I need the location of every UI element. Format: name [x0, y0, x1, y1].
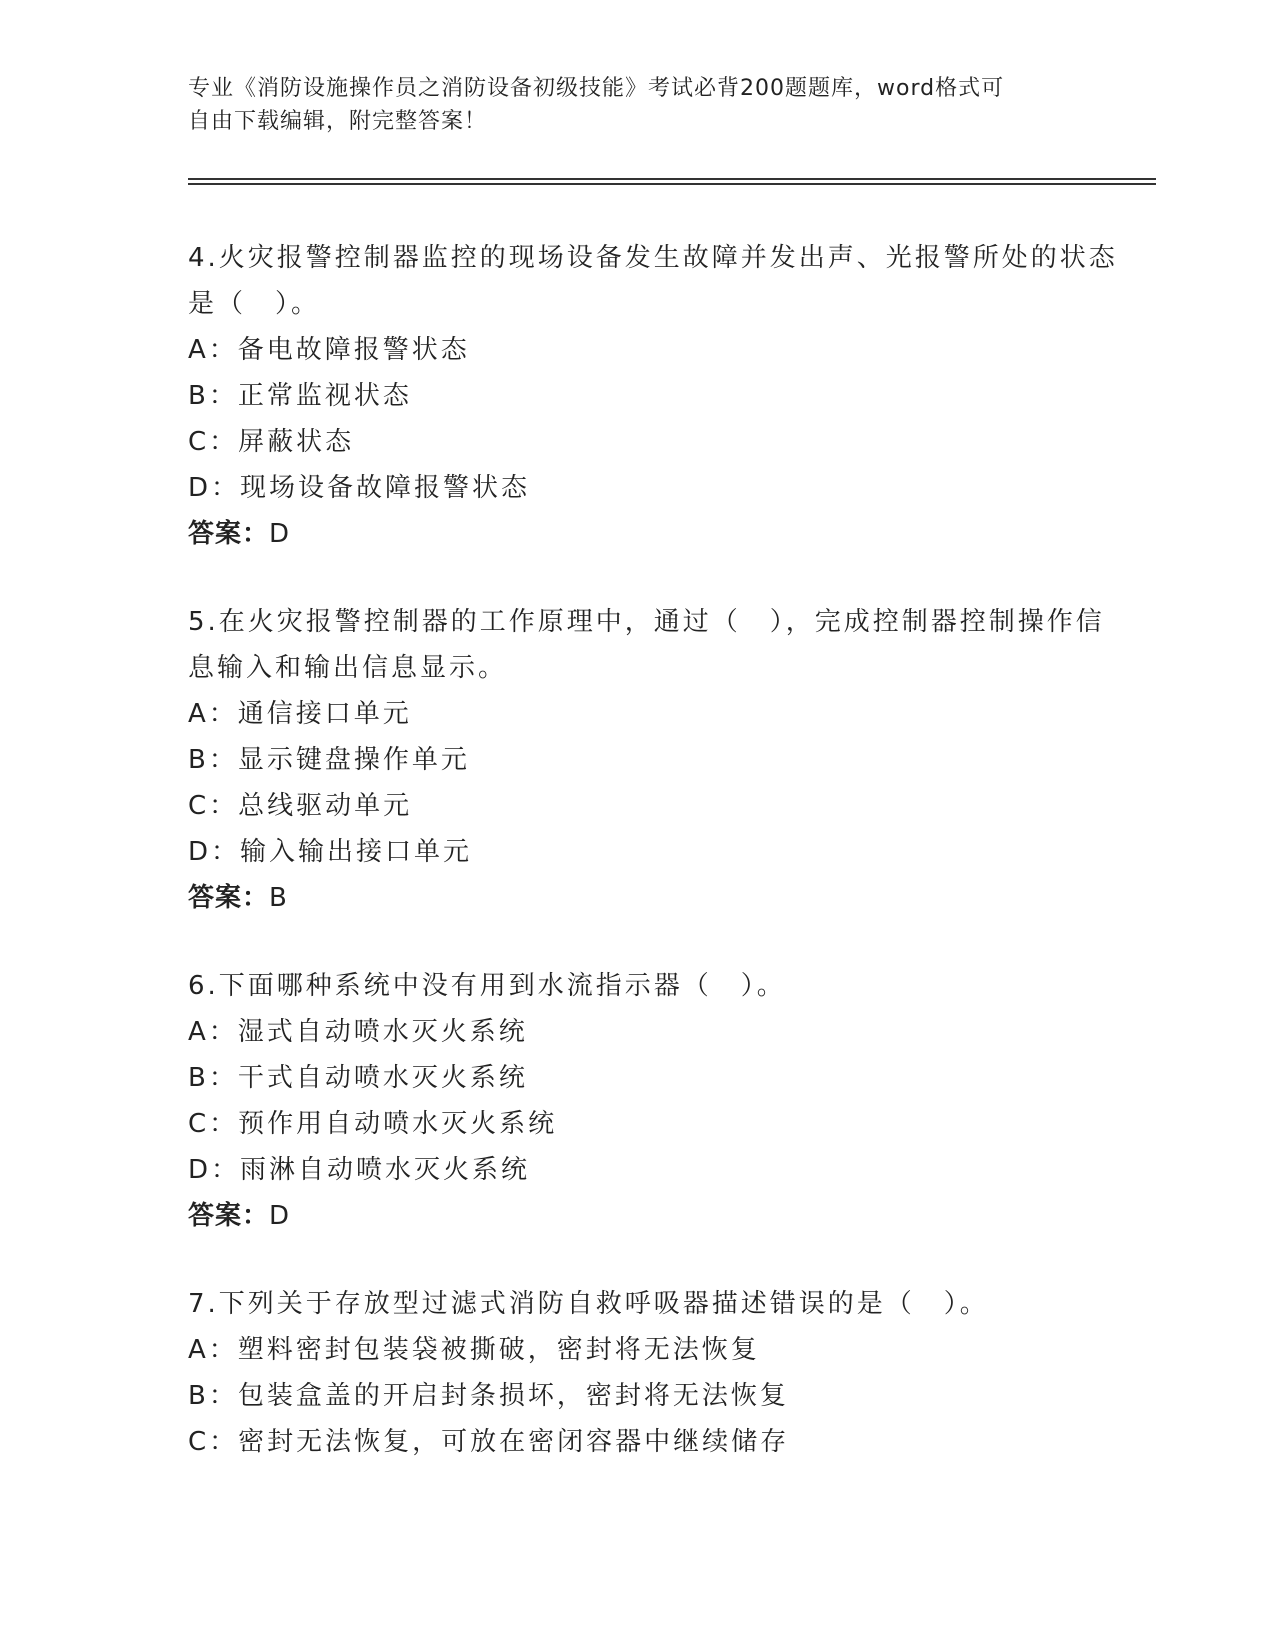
question-stem: 5.在火灾报警控制器的工作原理中，通过（ ），完成控制器控制操作信息输入和输出信息显示。 [188, 607, 1105, 683]
option-a: A：湿式自动喷水灭火系统 [188, 1017, 528, 1047]
question-stem: 6.下面哪种系统中没有用到水流指示器（ ）。 [188, 971, 786, 1001]
answer-line [188, 875, 1118, 921]
option-b: B：包装盒盖的开启封条损坏，密封将无法恢复 [188, 1381, 789, 1411]
option-d: D：输入输出接口单元 [188, 837, 473, 867]
option-d: D：雨淋自动喷水灭火系统 [188, 1155, 531, 1185]
question-4 [188, 235, 1118, 557]
answer-label: 答案： [188, 1201, 270, 1231]
answer-value: B [269, 883, 288, 913]
question-stem: 4.火灾报警控制器监控的现场设备发生故障并发出声、光报警所处的状态是（ ）。 [188, 243, 1118, 319]
option-b: B：正常监视状态 [188, 381, 412, 411]
answer-label: 答案： [188, 519, 270, 549]
header-line-1: 专业《消防设施操作员之消防设备初级技能》考试必背200题题库，word格式可 [188, 76, 1005, 101]
option-d: D：现场设备故障报警状态 [188, 473, 531, 503]
question-6 [188, 963, 1118, 1239]
option-c: C：屏蔽状态 [188, 427, 355, 457]
option-a: A：塑料密封包装袋被撕破，密封将无法恢复 [188, 1335, 760, 1365]
header-divider-top [188, 178, 1156, 180]
option-a: A：通信接口单元 [188, 699, 412, 729]
option-b: B：显示键盘操作单元 [188, 745, 470, 775]
question-list [188, 235, 1118, 1507]
header-line-2: 自由下载编辑，附完整答案！ [188, 109, 488, 134]
header-divider-bottom [188, 183, 1156, 185]
option-c: C：总线驱动单元 [188, 791, 413, 821]
option-c: C：预作用自动喷水灭火系统 [188, 1109, 558, 1139]
option-a: A：备电故障报警状态 [188, 335, 470, 365]
answer-value: D [269, 1201, 291, 1231]
question-7 [188, 1281, 1118, 1465]
answer-line [188, 1193, 1118, 1239]
answer-value: D [269, 519, 291, 549]
question-stem: 7.下列关于存放型过滤式消防自救呼吸器描述错误的是（ ）。 [188, 1289, 989, 1319]
option-c: C：密封无法恢复，可放在密闭容器中继续储存 [188, 1427, 790, 1457]
option-b: B：干式自动喷水灭火系统 [188, 1063, 528, 1093]
document-header [188, 72, 1068, 138]
answer-line [188, 511, 1118, 557]
answer-label: 答案： [188, 883, 270, 913]
question-5 [188, 599, 1118, 921]
